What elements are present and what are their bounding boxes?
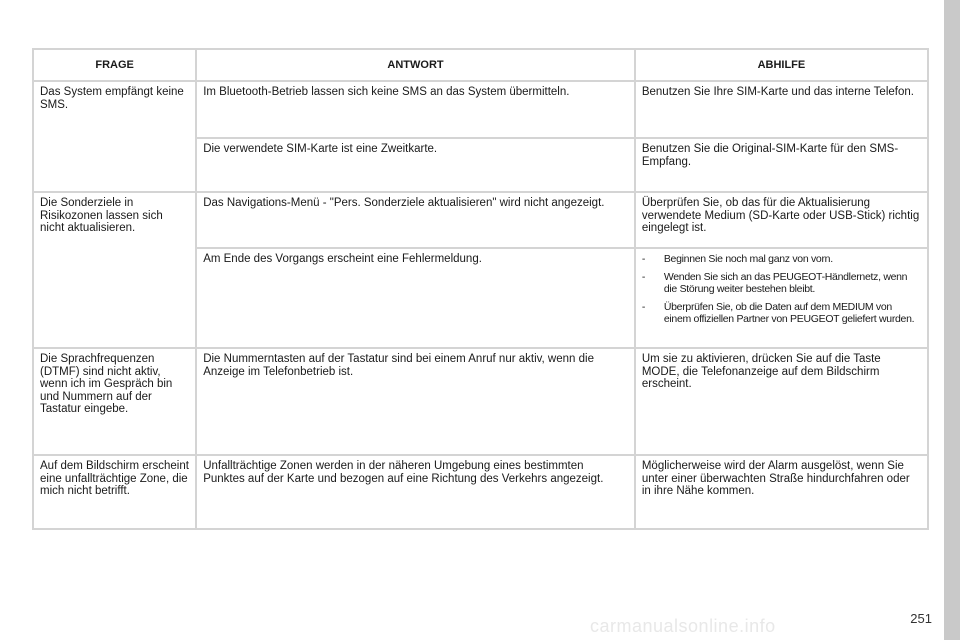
- answer-cell: Die Nummerntasten auf der Tastatur sind bei einem Anruf nur aktiv, wenn die Anzeige im Telefonbetrieb ist.: [196, 348, 635, 455]
- table-row: [33, 81, 928, 138]
- watermark-text: carmanualsonline.info: [590, 616, 776, 636]
- list-dash: -: [641, 301, 646, 313]
- question-cell: Die Sprachfrequenzen (DTMF) sind nicht aktiv, wenn ich im Gespräch bin und Nummern auf der Tastatur eingebe.: [33, 348, 196, 455]
- table-header-row: [33, 49, 928, 81]
- header-abhilfe: ABHILFE: [635, 49, 928, 81]
- list-item-text: Überprüfen Sie, ob die Daten auf dem MEDIUM von einem offiziellen Partner von PEUGEOT geliefert wurden.: [663, 301, 915, 325]
- table-row: [33, 348, 928, 455]
- remedy-cell: [635, 248, 928, 348]
- list-item-text: Beginnen Sie noch mal ganz von vorn.: [663, 253, 833, 265]
- answer-cell: Am Ende des Vorgangs erscheint eine Fehlermeldung.: [196, 248, 635, 348]
- list-dash: -: [641, 271, 646, 283]
- answer-cell: Das Navigations-Menü - "Pers. Sonderziele aktualisieren" wird nicht angezeigt.: [196, 192, 635, 248]
- header-frage: FRAGE: [33, 49, 196, 81]
- page-side-bar: [944, 0, 960, 640]
- table-row: [33, 192, 928, 248]
- remedy-cell: Überprüfen Sie, ob das für die Aktualisierung verwendete Medium (SD-Karte oder USB-Stick) richtig eingelegt ist.: [635, 192, 928, 248]
- table-row: [33, 455, 928, 529]
- header-antwort: ANTWORT: [196, 49, 635, 81]
- question-cell: Die Sonderziele in Risikozonen lassen sich nicht aktualisieren.: [33, 192, 196, 348]
- question-cell: Auf dem Bildschirm erscheint eine unfallträchtige Zone, die mich nicht betrifft.: [33, 455, 196, 529]
- answer-cell: Unfallträchtige Zonen werden in der näheren Umgebung eines bestimmten Punktes auf der Karte und bezogen auf eine Richtung des Verkehrs angezeigt.: [196, 455, 635, 529]
- answer-cell: Die verwendete SIM-Karte ist eine Zweitkarte.: [196, 138, 635, 192]
- answer-cell: Im Bluetooth-Betrieb lassen sich keine SMS an das System übermitteln.: [196, 81, 635, 138]
- list-item: [642, 301, 921, 325]
- remedy-cell: Benutzen Sie die Original-SIM-Karte für den SMS-Empfang.: [635, 138, 928, 192]
- remedy-cell: Benutzen Sie Ihre SIM-Karte und das interne Telefon.: [635, 81, 928, 138]
- list-dash: -: [641, 253, 646, 265]
- list-item: [642, 253, 921, 265]
- question-cell: Das System empfängt keine SMS.: [33, 81, 196, 192]
- remedy-steps-list: [642, 253, 921, 325]
- list-item: [642, 271, 921, 295]
- remedy-cell: Möglicherweise wird der Alarm ausgelöst, wenn Sie unter einer überwachten Straße hindurchfahren oder in ihre Nähe kommen.: [635, 455, 928, 529]
- remedy-cell: Um sie zu aktivieren, drücken Sie auf die Taste MODE, die Telefonanzeige auf dem Bildschirm erscheint.: [635, 348, 928, 455]
- page-number: 251: [910, 611, 932, 626]
- list-item-text: Wenden Sie sich an das PEUGEOT-Händlernetz, wenn die Störung weiter bestehen bleibt.: [663, 271, 908, 295]
- faq-table: [32, 48, 929, 530]
